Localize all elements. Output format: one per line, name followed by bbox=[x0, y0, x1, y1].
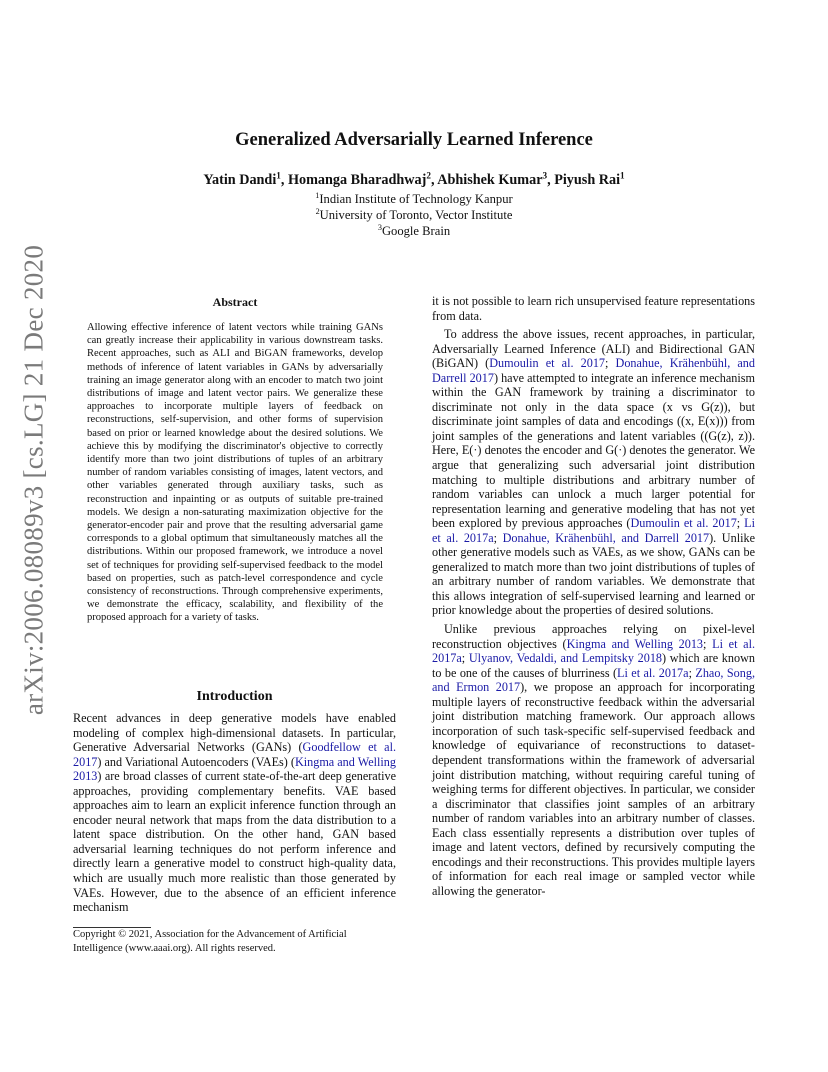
abstract-body: Allowing effective inference of latent vectors while training GANs can greatly increase their applicability in various downstream tasks. Recent approaches, such as ALI and BiGAN frameworks, develop methods of inference of latent variables in GANs by adversarially training an image generator along with an encoder to match two joint distributions of image and latent vector pairs. We generalize these approaches to incorporate multiple layers of feedback on reconstructions, self-supervision, and other forms of supervision based on prior or learned knowledge about the desired solutions. We achieve this by modifying the discriminator's objective to correctly identify more than two joint distributions of tuples of an arbitrary number of random variables consisting of images, latent vectors, and other variables generated through auxiliary tasks, such as reconstruction and inpainting or as outputs of suitable pre-trained models. We design a non-saturating maximization objective for the generator-encoder pair and prove that the resulting adversarial game corresponds to a global optimum that simultaneously matches all the distributions. Within our proposed framework, we introduce a novel set of techniques for providing self-supervised feedback to the model based on properties, such as patch-level correspondence and cycle consistency of reconstructions. Through comprehensive experiments, we demonstrate the efficacy, scalability, and flexibility of the proposed approach for a variety of tasks. bbox=[87, 322, 383, 624]
body-paragraph: it is not possible to learn rich unsupervised feature representations from data. bbox=[432, 294, 755, 323]
abstract-section bbox=[87, 295, 383, 625]
author: Homanga Bharadhwaj$^2$ bbox=[287, 170, 431, 188]
body-paragraph: To address the above issues, recent approaches, in particular, Adversarially Learned Inference (ALI) and Bidirectional GAN (BiGAN) (Dumoulin et al. 2017; Donahue, Krähenbühl, and Darrell 2017) have attempted to integrate an inference mechanism within the GAN framework by training a discriminator to discriminate not only in the data space (x vs G(z)), but discriminate joint samples of data and encodings ((x, E(x))) from joint samples of the generations and latent variables ((G(z), z)). Here, E(·) denotes the encoder and G(·) denotes the generator. We argue that generalizing such adversarial joint distribution matching to multiple distributions and arbitrary number of random variables can unlock a much larger potential for representation learning and generative modeling that has not yet been explored by previous approaches (Dumoulin et al. 2017; Li et al. 2017a; Donahue, Krähenbühl, and Darrell 2017). Unlike other generative models such as VAEs, as we show, GANs can be generalized to match more than two joint distributions of tuples of an arbitrary number of random variables. We demonstrate that this allows integration of self-supervised learning and learned or prior knowledge about the properties of desired solutions. bbox=[432, 327, 755, 618]
citation-link[interactable]: Li et al. 2017a bbox=[617, 665, 689, 680]
copyright-footnote: Copyright © 2021, Association for the Advancement of Artificial Intelligence (www.aaai.org). All rights reserved. bbox=[73, 929, 347, 954]
affiliation: $^1$Indian Institute of Technology Kanpur bbox=[315, 190, 513, 206]
introduction-heading: Introduction bbox=[196, 689, 273, 704]
abstract-heading: Abstract bbox=[212, 295, 258, 309]
citation-link[interactable]: Li et al. 2017a bbox=[432, 516, 755, 545]
affiliation: $^3$Google Brain bbox=[377, 222, 451, 238]
citation-link[interactable]: Kingma and Welling 2013 bbox=[566, 636, 704, 651]
author: Yatin Dandi$^1$ bbox=[203, 170, 281, 188]
paper-title: Generalized Adversarially Learned Inference bbox=[235, 130, 593, 150]
citation-link[interactable]: Li et al. 2017a bbox=[432, 636, 756, 666]
citation-link[interactable]: Donahue, Krähenbühl, and Darrell 2017 bbox=[502, 530, 710, 545]
right-column bbox=[432, 294, 755, 898]
citation-link[interactable]: Donahue, Krähenbühl, and Darrell 2017 bbox=[432, 356, 755, 385]
citation-link[interactable]: Kingma and Welling 2013 bbox=[73, 754, 396, 784]
author: Abhishek Kumar$^3$ bbox=[437, 170, 548, 188]
arxiv-identifier: arXiv:2006.08089v3 [cs.LG] 21 Dec 2020 bbox=[18, 244, 49, 716]
citation-link[interactable]: Ulyanov, Vedaldi, and Lempitsky 2018 bbox=[468, 651, 663, 666]
body-paragraph: Unlike previous approaches relying on pixel-level reconstruction objectives (Kingma and Welling 2013; Li et al. 2017a; Ulyanov, Vedaldi, and Lempitsky 2018) which are known to be one of the causes of blurriness (Li et al. 2017a; Zhao, Song, and Ermon 2017), we propose an approach for incorporating multiple layers of reconstructive feedback within the adversarial joint distribution matching framework. Our approach allows incorporation of such task-specific self-supervised feedback and knowledge of equivariance of reconstructions to dataset-dependent transformations within the framework of adversarial joint distribution matching, without requiring careful tuning of weighing terms for different objectives. In particular, we consider a discriminator that classifies joint samples of an arbitrary number of random variables into an arbitrary number of classes. Each class essentially represents a distribution over tuples of image and latent vectors, defined by recursively computing the encodings and their reconstructions. This provides multiple layers of information for each real image or sampled vector while allowing the generator- bbox=[432, 622, 756, 898]
citation-link[interactable]: Zhao, Song, and Ermon 2017 bbox=[432, 665, 755, 695]
citation-link[interactable]: Goodfellow et al. 2017 bbox=[73, 740, 397, 769]
introduction-section bbox=[73, 689, 396, 915]
author-list: Yatin Dandi$^1$, Homanga Bharadhwaj$^2$, Abhishek Kumar$^3$, Piyush Rai$^1$ bbox=[203, 170, 625, 188]
intro-paragraph: Recent advances in deep generative models have enabled modeling of complex high-dimensional datasets. In particular, Generative Adversarial Networks (GANs) (Goodfellow et al. 2017) and Variational Autoencoders (VAEs) (Kingma and Welling 2013) are broad classes of current state-of-the-art deep generative approaches, providing complementary benefits. VAE based approaches aim to learn an explicit inference function through an encoder neural network that maps from the data distribution to a latent space distribution. On the other hand, GAN based adversarial learning techniques do not perform inference and directly learn a generative model to construct high-quality data, which are usually much more realistic than those generated by VAEs. However, due to the absence of an efficient inference mechanism bbox=[73, 711, 397, 915]
affiliation: $^2$University of Toronto, Vector Institute bbox=[315, 206, 513, 222]
author: Piyush Rai$^1$ bbox=[554, 170, 625, 188]
affiliations bbox=[0, 191, 828, 239]
citation-link[interactable]: Dumoulin et al. 2017 bbox=[489, 356, 606, 371]
arxiv-stamp bbox=[14, 244, 54, 716]
citation-link[interactable]: Dumoulin et al. 2017 bbox=[630, 516, 737, 531]
